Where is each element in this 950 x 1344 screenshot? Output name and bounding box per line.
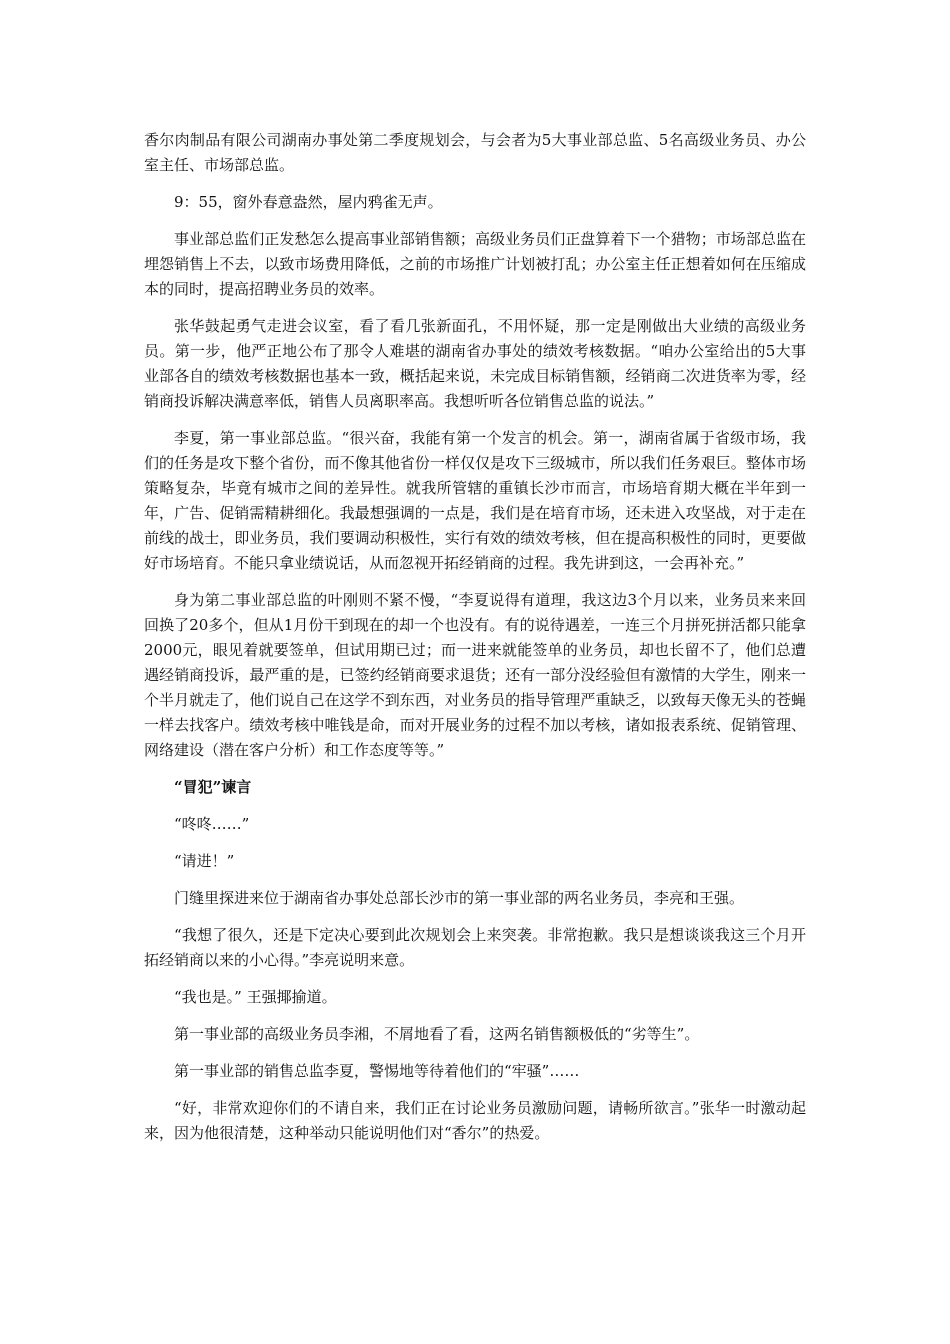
paragraph-attendees-concerns: 事业部总监们正发愁怎么提高事业部销售额；高级业务员们正盘算着下一个猎物；市场部总监在埋怨销售上不去，以致市场费用降低，之前的市场推广计划被打乱；办公室主任正想着如何在压缩成本的同时，提高招聘业务员的效率。 <box>144 230 806 298</box>
paragraph-come-in: “请进！” <box>174 852 235 870</box>
paragraph-meeting-intro: 香尔肉制品有限公司湖南办事处第二季度规划会，与会者为5大事业部总监、5名高级业务员、办公室主任、市场部总监。 <box>144 131 806 174</box>
paragraph-lixiang-reaction: 第一事业部的高级业务员李湘，不屑地看了看，这两名销售额极低的“劣等生”。 <box>174 1025 700 1043</box>
document-page <box>144 128 806 1158</box>
paragraph-two-salesmen: 门缝里探进来位于湖南省办事处总部长沙市的第一事业部的两名业务员，李亮和王强。 <box>174 889 745 907</box>
paragraph-zhanghua-welcome: “好，非常欢迎你们的不请自来，我们正在讨论业务员激励问题，请畅所欲言。”张华一时激动起来，因为他很清楚，这种举动只能说明他们对“香尔”的热爱。 <box>144 1099 806 1142</box>
section-heading: “冒犯”谏言 <box>174 778 252 796</box>
paragraph-knock: “咚咚……” <box>174 815 250 833</box>
paragraph-wangqiang: “我也是。” 王强揶揄道。 <box>174 988 337 1006</box>
paragraph-lixia-speech: 李夏，第一事业部总监。“很兴奋，我能有第一个发言的机会。第一，湖南省属于省级市场，我们的任务是攻下整个省份，而不像其他省份一样仅仅是攻下三级城市，所以我们任务艰巨。整体市场策略复杂，毕竟有城市之间的差异性。就我所管辖的重镇长沙市而言，市场培育期大概在半年到一年，广告、促销需精耕细化。我最想强调的一点是，我们是在培育市场，还未进入攻坚战，对于走在前线的战士，即业务员，我们要调动积极性，实行有效的绩效考核，但在提高积极性的同时，更要做好市场培育。不能只拿业绩说话，从而忽视开拓经销商的过程。我先讲到这，一会再补充。” <box>144 429 806 572</box>
paragraph-zhanghua-opening: 张华鼓起勇气走进会议室，看了看几张新面孔，不用怀疑，那一定是刚做出大业绩的高级业务员。第一步，他严正地公布了那令人难堪的湖南省办事处的绩效考核数据。“咱办公室给出的5大事业部各自的绩效考核数据也基本一致，概括起来说，未完成目标销售额，经销商二次进货率为零，经销商投诉解决满意率低，销售人员离职率高。我想听听各位销售总监的说法。” <box>144 317 806 410</box>
paragraph-liliang-intent: “我想了很久，还是下定决心要到此次规划会上来突袭。非常抱歉。我只是想谈谈我这三个月开拓经销商以来的小心得。”李亮说明来意。 <box>144 926 806 969</box>
paragraph-yegang-speech: 身为第二事业部总监的叶刚则不紧不慢，“李夏说得有道理，我这边3个月以来，业务员来来回回换了20多个，但从1月份干到现在的却一个也没有。有的说待遇差，一连三个月拼死拼活都只能拿2000元，眼见着就要签单，但试用期已过；而一进来就能签单的业务员，却也长留不了，他们总遭遇经销商投诉，最严重的是，已签约经销商要求退货；还有一部分没经验但有激情的大学生，刚来一个半月就走了，他们说自己在这学不到东西，对业务员的指导管理严重缺乏，以致每天像无头的苍蝇一样去找客户。绩效考核中唯钱是命，而对开展业务的过程不加以考核，诸如报表系统、促销管理、网络建设（潜在客户分析）和工作态度等等。” <box>144 591 806 759</box>
paragraph-scene-time: 9：55，窗外春意盎然，屋内鸦雀无声。 <box>174 193 443 211</box>
paragraph-lixia-reaction: 第一事业部的销售总监李夏，警惕地等待着他们的“牢骚”…… <box>174 1062 580 1080</box>
